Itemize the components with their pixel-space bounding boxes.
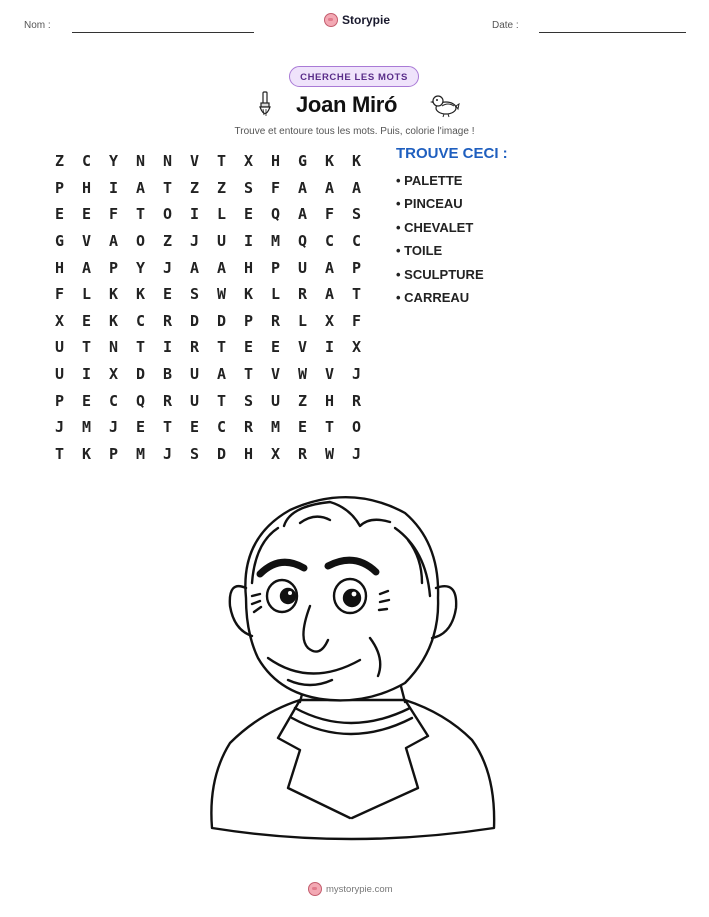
grid-letter: U [54,338,65,357]
grid-letter: U [54,365,65,384]
grid-row [46,361,370,388]
grid-letter: Z [189,178,200,197]
bird-icon [430,92,460,118]
grid-letter: X [108,365,119,384]
grid-letter: X [54,311,65,330]
grid-letter: E [243,205,254,224]
grid-letter: A [135,178,146,197]
grid-row [46,254,370,281]
word-list-title: TROUVE CECI : [396,145,508,162]
grid-letter: D [189,311,200,330]
grid-letter: T [351,285,362,304]
grid-letter: J [162,258,173,277]
name-label: Nom : [24,20,51,31]
grid-letter: J [54,418,65,437]
word-item: • SCULPTURE [396,266,484,289]
grid-letter: J [108,418,119,437]
grid-letter: V [81,232,92,251]
grid-letter: T [216,391,227,410]
grid-letter: I [108,178,119,197]
grid-letter: O [135,232,146,251]
grid-letter: T [162,418,173,437]
grid-letter: E [162,285,173,304]
grid-letter: T [324,418,335,437]
grid-letter: C [135,311,146,330]
grid-letter: D [135,365,146,384]
grid-letter: E [54,205,65,224]
word-item: • CARREAU [396,289,484,312]
grid-letter: P [54,391,65,410]
grid-letter: S [243,178,254,197]
grid-letter: J [351,444,362,463]
grid-letter: L [270,285,281,304]
activity-badge: CHERCHE LES MOTS [289,66,419,87]
grid-letter: E [270,338,281,357]
grid-letter: Q [270,205,281,224]
grid-letter: A [324,285,335,304]
word-item: • TOILE [396,242,484,265]
grid-letter: E [135,418,146,437]
grid-letter: S [189,285,200,304]
grid-letter: A [324,178,335,197]
footer-brand [308,882,393,896]
grid-letter: D [216,444,227,463]
grid-letter: T [216,338,227,357]
grid-letter: M [270,418,281,437]
grid-row [46,175,370,202]
grid-letter: M [270,232,281,251]
grid-letter: G [297,152,308,171]
grid-letter: J [351,365,362,384]
grid-letter: U [297,258,308,277]
grid-letter: V [189,152,200,171]
grid-letter: N [162,152,173,171]
grid-letter: C [81,152,92,171]
grid-letter: M [81,418,92,437]
grid-letter: E [189,418,200,437]
grid-letter: R [297,285,308,304]
grid-letter: E [81,205,92,224]
grid-letter: F [351,311,362,330]
grid-letter: K [135,285,146,304]
grid-letter: C [324,232,335,251]
grid-letter: I [324,338,335,357]
grid-letter: A [216,258,227,277]
grid-letter: P [108,444,119,463]
grid-letter: K [351,152,362,171]
grid-letter: J [189,232,200,251]
grid-letter: K [243,285,254,304]
grid-letter: R [351,391,362,410]
name-line [72,32,254,33]
grid-letter: T [81,338,92,357]
grid-letter: S [351,205,362,224]
grid-letter: T [243,365,254,384]
grid-letter: V [324,365,335,384]
grid-letter: R [162,391,173,410]
grid-row [46,441,370,468]
grid-row [46,414,370,441]
page-title: Joan Miró [296,92,398,117]
grid-letter: H [270,152,281,171]
grid-letter: W [324,444,335,463]
grid-letter: H [243,444,254,463]
grid-letter: U [216,232,227,251]
grid-letter: Z [162,232,173,251]
grid-letter: L [216,205,227,224]
grid-letter: A [297,205,308,224]
word-list [396,172,484,312]
grid-row [46,308,370,335]
grid-letter: T [135,338,146,357]
grid-letter: E [297,418,308,437]
date-line [539,32,686,33]
grid-letter: L [81,285,92,304]
brand-name: Storypie [342,13,391,27]
grid-letter: I [189,205,200,224]
grid-letter: S [243,391,254,410]
grid-letter: P [243,311,254,330]
grid-letter: T [162,178,173,197]
grid-letter: K [108,285,119,304]
grid-letter: T [54,444,65,463]
grid-letter: T [216,152,227,171]
grid-letter: L [297,311,308,330]
grid-letter: A [324,258,335,277]
footer-url: mystorypie.com [326,883,393,895]
grid-letter: W [216,285,227,304]
grid-letter: F [270,178,281,197]
grid-letter: R [189,338,200,357]
grid-letter: Q [135,391,146,410]
grid-letter: Y [108,152,119,171]
grid-letter: N [135,152,146,171]
grid-letter: F [108,205,119,224]
grid-letter: U [189,365,200,384]
grid-letter: Q [297,232,308,251]
grid-letter: Z [54,152,65,171]
grid-row [46,148,370,175]
instructions: Trouve et entoure tous les mots. Puis, colorie l'image ! [234,126,475,137]
portrait-illustration [200,488,510,848]
grid-letter: A [81,258,92,277]
grid-letter: I [162,338,173,357]
grid-letter: P [54,178,65,197]
grid-letter: P [351,258,362,277]
grid-letter: T [135,205,146,224]
grid-letter: X [270,444,281,463]
grid-letter: E [243,338,254,357]
date-label: Date : [492,20,519,31]
grid-letter: I [81,365,92,384]
grid-letter: Z [216,178,227,197]
grid-row [46,228,370,255]
grid-letter: A [297,178,308,197]
grid-letter: A [351,178,362,197]
grid-letter: H [81,178,92,197]
grid-letter: H [54,258,65,277]
grid-letter: C [108,391,119,410]
grid-letter: G [54,232,65,251]
paintbrush-icon [254,90,276,120]
grid-letter: R [243,418,254,437]
grid-letter: X [351,338,362,357]
grid-letter: M [135,444,146,463]
grid-letter: R [162,311,173,330]
grid-letter: U [189,391,200,410]
grid-letter: X [324,311,335,330]
grid-letter: V [297,338,308,357]
pig-logo-icon [324,13,338,27]
grid-letter: O [162,205,173,224]
grid-row [46,334,370,361]
grid-letter: D [216,311,227,330]
grid-letter: X [243,152,254,171]
grid-letter: A [189,258,200,277]
grid-letter: J [162,444,173,463]
grid-row [46,201,370,228]
grid-letter: Z [297,391,308,410]
grid-letter: A [216,365,227,384]
brand-logo [324,13,390,27]
word-item: • PALETTE [396,172,484,195]
grid-letter: K [108,311,119,330]
grid-letter: K [81,444,92,463]
grid-letter: F [54,285,65,304]
grid-letter: H [243,258,254,277]
grid-letter: P [108,258,119,277]
grid-letter: C [216,418,227,437]
grid-row [46,281,370,308]
grid-letter: W [297,365,308,384]
grid-letter: H [324,391,335,410]
grid-letter: A [108,232,119,251]
grid-letter: C [351,232,362,251]
grid-letter: U [270,391,281,410]
word-item: • PINCEAU [396,195,484,218]
grid-letter: N [108,338,119,357]
grid-letter: B [162,365,173,384]
grid-letter: R [297,444,308,463]
grid-letter: F [324,205,335,224]
word-search-grid [46,148,370,467]
word-item: • CHEVALET [396,219,484,242]
grid-letter: E [81,391,92,410]
grid-letter: I [243,232,254,251]
pig-logo-icon [308,882,322,896]
grid-letter: S [189,444,200,463]
grid-letter: O [351,418,362,437]
grid-letter: K [324,152,335,171]
grid-letter: P [270,258,281,277]
grid-letter: R [270,311,281,330]
grid-letter: E [81,311,92,330]
grid-letter: V [270,365,281,384]
grid-row [46,387,370,414]
grid-letter: Y [135,258,146,277]
